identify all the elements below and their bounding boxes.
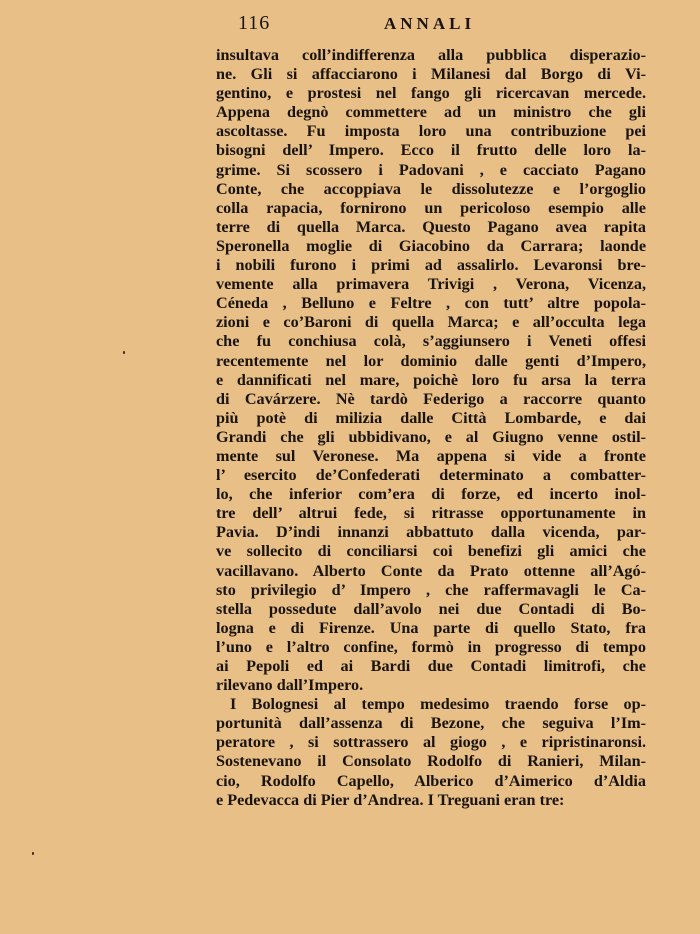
text-line: peratore , si sottrassero al giogo , e ripristinaronsi. [216, 733, 646, 752]
text-line: zioni e co’Baroni di quella Marca; e all’occulta lega [216, 313, 646, 332]
text-line: insultava coll’indifferenza alla pubblica disperazio- [216, 46, 646, 64]
text-line: recentemente nel lor dominio dalle genti d’Impero, [216, 351, 646, 370]
body-text [216, 46, 646, 810]
text-line: rilevano dall’Impero. [216, 676, 364, 695]
ink-speck [32, 852, 34, 855]
text-line: Speronella moglie di Giacobino da Carrara; laonde [216, 236, 646, 255]
text-line: vemente alla primavera Trivigi , Verona, Vicenza, [216, 275, 646, 294]
text-line: Sostenevano il Consolato Rodolfo di Ranieri, Milan- [216, 752, 646, 771]
text-line: grime. Si scossero i Padovani , e cacciato Pagano [216, 160, 646, 179]
text-line: l’ esercito de’Confederati determinato a combatter- [216, 466, 646, 485]
text-line: Céneda , Belluno e Feltre , con tutt’ altre popola- [216, 294, 646, 313]
text-line: ai Pepoli ed ai Bardi due Contadi limitrofi, che [216, 657, 646, 675]
ink-speck [123, 351, 125, 354]
text-line: colla rapacia, fornirono un pericoloso esempio alle [216, 198, 646, 217]
text-line: ne. Gli si affacciarono i Milanesi dal Borgo di Vi- [216, 65, 646, 84]
text-line: terre di quella Marca. Questo Pagano avea rapita [216, 217, 646, 236]
text-line: gentino, e prostesi nel fango gli ricercavan mercede. [216, 84, 646, 103]
text-line: Grandi che gli ubbidivano, e al Giugno venne ostil- [216, 427, 646, 446]
text-line: più potè di milizia dalle Città Lombarde, e dai [216, 408, 646, 427]
text-line: i nobili furono i primi ad assalirlo. Levaronsi bre- [216, 256, 646, 275]
text-line: che fu conchiusa colà, s’aggiunsero i Veneti offesi [216, 332, 646, 351]
text-line: I Bolognesi al tempo medesimo traendo forse op- [230, 695, 646, 714]
text-line: lo, che inferior com’era di forze, ed incerto inol- [216, 485, 646, 504]
text-line: ascoltasse. Fu imposta loro una contribuzione pei [216, 122, 646, 141]
text-line: Pavia. D’indi innanzi abbattuto dalla vicenda, par- [216, 523, 646, 542]
text-line: portunità dall’assenza di Bezone, che seguiva l’Im- [216, 714, 646, 733]
text-line: Conte, che accoppiava le dissolutezze e l’orgoglio [216, 179, 646, 198]
text-line: cio, Rodolfo Capello, Alberico d’Aimerico d’Aldia [216, 771, 646, 790]
text-line: mente sul Veronese. Ma appena si vide a fronte [216, 446, 646, 465]
text-line: Appena degnò commettere ad un ministro che gli [216, 103, 646, 122]
text-line: logna e di Firenze. Una parte di quello Stato, fra [216, 618, 646, 637]
text-line: e Pedevacca di Pier d’Andrea. I Treguani eran tre: [216, 790, 565, 809]
text-line: vacillavano. Alberto Conte da Prato ottenne all’Agó- [216, 561, 646, 580]
text-line: bisogni dell’ Impero. Ecco il frutto delle loro la- [216, 141, 646, 160]
paragraph [216, 46, 646, 695]
page-number: 116 [238, 12, 271, 34]
text-line: l’uno e l’altro confine, formò in progresso di tempo [216, 637, 646, 656]
text-line: sto privilegio d’ Impero , che raffermavagli le Ca- [216, 580, 646, 599]
text-line: tre dell’ altrui fede, si ritrasse opportunamente in [216, 504, 646, 523]
text-line: e dannificati nel mare, poichè loro fu arsa la terra [216, 370, 646, 389]
running-title: ANNALI [384, 14, 476, 33]
paragraph [216, 695, 646, 810]
text-line: stella possedute dall’avolo nei due Contadi di Bo- [216, 599, 646, 618]
text-line: di Cavárzere. Nè tardò Federigo a raccorre quanto [216, 389, 646, 408]
text-line: ve sollecito di conciliarsi coi benefizi gli amici che [216, 542, 646, 561]
page-header [216, 12, 646, 40]
